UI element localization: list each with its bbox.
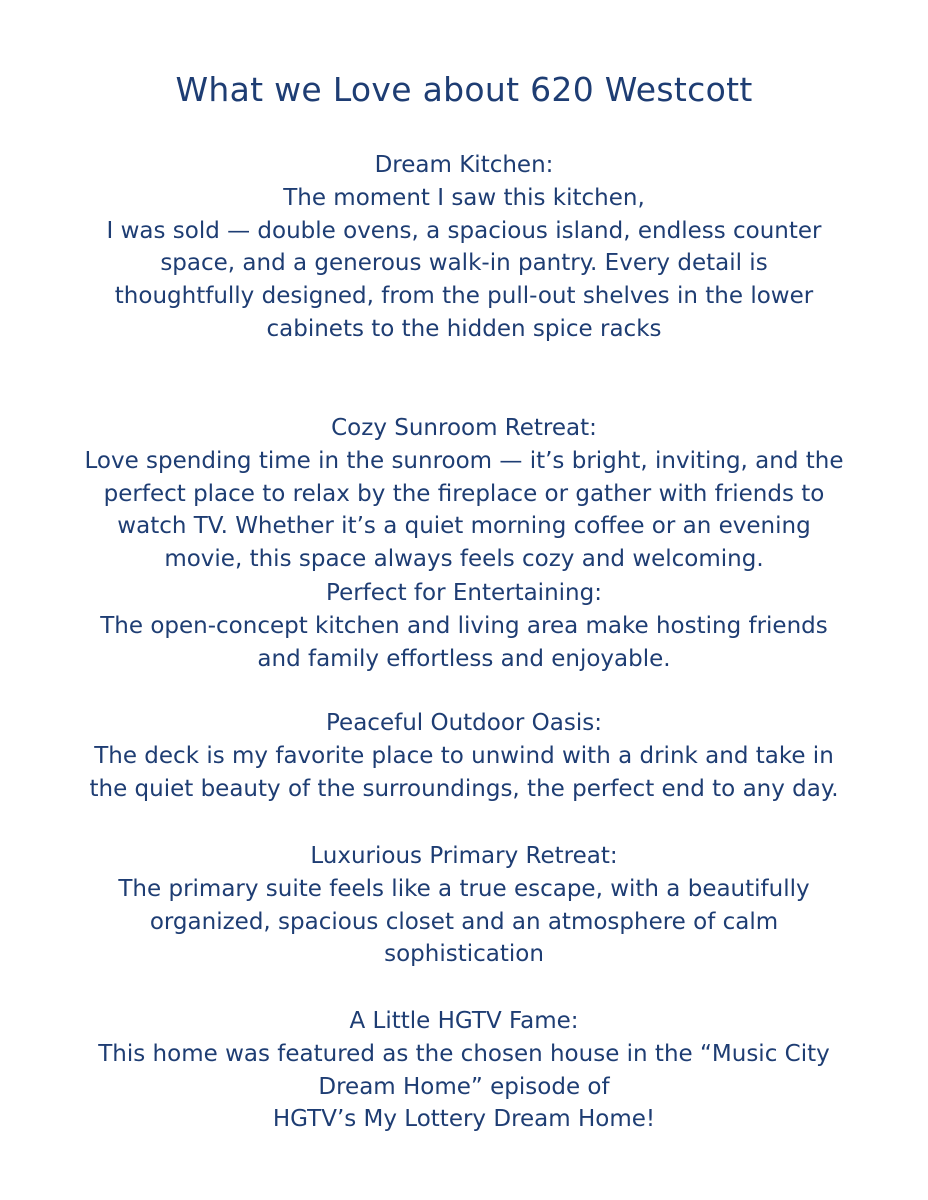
body-line: space, and a generous walk-in pantry. Every detail is bbox=[160, 250, 768, 277]
section-cozy-sunroom-retreat bbox=[0, 412, 928, 576]
body-line: and family effortless and enjoyable. bbox=[257, 645, 671, 672]
section-dream-kitchen bbox=[0, 149, 928, 346]
section-luxurious-primary-retreat bbox=[0, 840, 928, 971]
body-line: movie, this space always feels cozy and welcoming. bbox=[164, 546, 764, 573]
body-line: sophistication bbox=[384, 941, 544, 968]
section-heading: Dream Kitchen: bbox=[374, 152, 554, 178]
section-heading: Perfect for Entertaining: bbox=[326, 580, 602, 606]
section-peaceful-outdoor-oasis bbox=[0, 707, 928, 805]
section-heading: Luxurious Primary Retreat: bbox=[310, 843, 618, 869]
body-line: The open-concept kitchen and living area make hosting friends bbox=[100, 612, 828, 639]
section-heading: Cozy Sunroom Retreat: bbox=[331, 415, 597, 441]
body-line: This home was featured as the chosen house in the “Music City bbox=[98, 1040, 830, 1067]
body-line: Dream Home” episode of bbox=[318, 1073, 610, 1100]
body-line: The deck is my favorite place to unwind with a drink and take in bbox=[94, 742, 834, 769]
body-line: the quiet beauty of the surroundings, the perfect end to any day. bbox=[89, 775, 839, 802]
section-hgtv-fame bbox=[0, 1005, 928, 1136]
body-line: Love spending time in the sunroom — it’s bright, inviting, and the bbox=[84, 447, 844, 474]
body-line: perfect place to relax by the fireplace or gather with friends to bbox=[103, 480, 825, 507]
body-line: The primary suite feels like a true escape, with a beautifully bbox=[118, 875, 810, 902]
body-line: organized, spacious closet and an atmosphere of calm bbox=[149, 908, 779, 935]
section-perfect-for-entertaining bbox=[0, 577, 928, 675]
body-line: cabinets to the hidden spice racks bbox=[266, 315, 662, 342]
page-title: What we Love about 620 Westcott bbox=[175, 70, 753, 109]
body-line: I was sold — double ovens, a spacious island, endless counter bbox=[106, 217, 822, 244]
section-heading: A Little HGTV Fame: bbox=[349, 1008, 579, 1034]
body-line: The moment I saw this kitchen, bbox=[283, 184, 645, 211]
body-line: HGTV’s My Lottery Dream Home! bbox=[272, 1106, 656, 1133]
body-line: thoughtfully designed, from the pull-out shelves in the lower bbox=[114, 283, 814, 310]
section-heading: Peaceful Outdoor Oasis: bbox=[326, 710, 602, 736]
body-line: watch TV. Whether it’s a quiet morning coffee or an evening bbox=[117, 513, 811, 540]
